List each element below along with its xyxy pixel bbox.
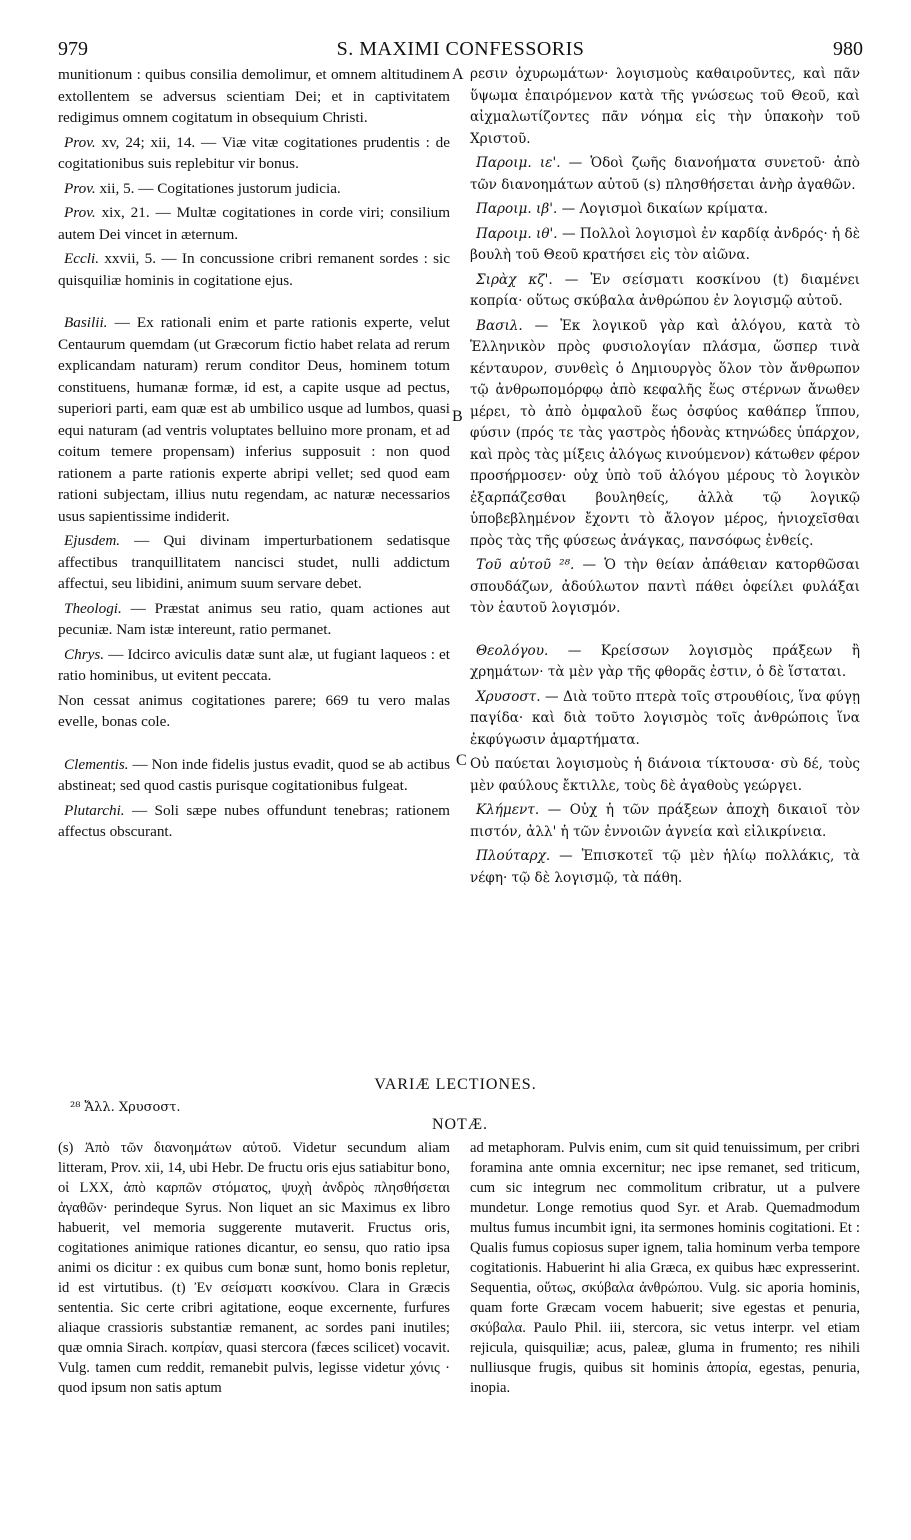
greek-paragraph: [470, 270, 860, 313]
running-title: S. MAXIMI CONFESSORIS: [336, 38, 585, 60]
latin-text: — Ex rationali enim et parte rationis experte, velut Centaurum quemdam (ut Græcorum fictio habet relata ad rerum explicandam naturam) rerum conditor Deus, hominem totum constituens, humanæ formæ, id est, a capite usque ad pectus, superiori parti, eam quæ est ab umbilico usque ad lumbos, quasi equi naturam (ad ventris voluptates belluino more pronam, et ad coitum temere propensam) inferius supposuit : non quod rationem a parte rationis experte abripi vellet; sed quod eam rationi subjectam, illius nutu regendam, ac naturæ necessarios usus sapientissime indiderit.: [58, 314, 450, 525]
latin-source-label: Prov.: [64, 204, 96, 221]
greek-paragraph: [470, 199, 860, 221]
latin-text: xxvii, 5. — In concussione cribri remanent sordes : sic quisquiliæ hominis in cogitatione ejus.: [58, 250, 451, 289]
greek-column: [470, 64, 860, 892]
latin-paragraph: [58, 64, 450, 129]
greek-paragraph: [470, 846, 860, 889]
latin-paragraph: [58, 312, 450, 527]
latin-source-label: Basilii.: [64, 314, 108, 331]
margin-marker-a: A: [452, 66, 464, 83]
greek-paragraph: [470, 555, 860, 620]
variae-lectiones-heading: VARIÆ LECTIONES.: [374, 1076, 537, 1093]
greek-text: ρεσιν ὀχυρωμάτων· λογισμοὺς καθαιροῦντες, καὶ πᾶν ὕψωμα ἐπαιρόμενον κατὰ τῆς γνώσεως τοῦ Θεοῦ, καὶ αἰχμαλωτίζοντες πᾶν νόημα εἰς τὴν ὑπακοὴν τοῦ Χριστοῦ.: [470, 66, 860, 147]
greek-text: — Ἐκ λογικοῦ γὰρ καὶ ἀλόγου, κατὰ τὸ Ἑλληνικὸν πρὸς φυσιολογίαν πλάσμα, ὥσπερ τινὰ κένταυρον, συνθεὶς ὁ Δημιουργὸς ὅλον τὸν ἄνθρωπον τῷ ἀνθρωπομόρφῳ ἀπὸ κεφαλῆς ἕως στέρνων ἄνωθεν μέρει, τὸ ἀπὸ ὀμφαλοῦ ἕως ὀσφύος καθάπερ ἵππου, φύσιν (πρός τε τὰς γαστρὸς ἡδονὰς κτηνώδες ὑπάρχον, καὶ πρὸς τὰς μίξεις ἀλόγως κινούμενον) κάτωθεν φέρον προσήρμοσεν· οὐχ ὑπὸ τοῦ ἀλόγου μέρους τὸ λογικὸν ἐξαρπάζεσθαι βουληθείς, ἀλλὰ τῷ λογικῷ ὑποβεβλημένον ἔχοντι τὸ ἄλογον μέρος, ἡνιοχεῖσθαι πρὸς τὰς τῆς φύσεως ἀνάγκας, πανσόφως ἐνθείς.: [470, 317, 861, 549]
latin-source-label: Ejusdem.: [64, 532, 121, 549]
greek-source-label: Σιρὰχ κζ'.: [476, 271, 553, 288]
greek-paragraph: [470, 641, 860, 684]
page-header: [58, 36, 863, 62]
greek-source-label: Θεολόγου.: [476, 642, 549, 659]
latin-source-label: Clementis.: [64, 755, 129, 773]
latin-text: — Qui divinam imperturbationem sedatisque affectibus tranquillitatem nancisci studet, nulli addictum affectui, seu libidini, animum suum servare debet.: [58, 532, 450, 592]
latin-source-label: Theologi.: [64, 599, 122, 617]
notes-column-right: [470, 1138, 860, 1398]
greek-text: Οὐ παύεται λογισμοὺς ἡ διάνοια τίκτουσα· σὺ δέ, τοὺς μὲν φαύλους ἔκτιλλε, τοὺς δὲ ἀγαθοὺς γεώργει.: [470, 756, 860, 794]
greek-source-label: Χρυσοστ.: [476, 688, 541, 705]
notae-heading: NOTÆ.: [431, 1116, 489, 1133]
latin-spacer: [58, 294, 450, 312]
page-number-right: 980: [833, 38, 863, 60]
latin-text: xv, 24; xii, 14. — Viæ vitæ cogitationes prudentis : de cogitationibus suis replebitur vir bonus.: [58, 133, 450, 172]
latin-spacer: [58, 736, 450, 754]
greek-paragraph: [470, 316, 860, 553]
latin-text: Non cessat animus cogitationes parere; 669 tu vero malas evelle, bonas cole.: [58, 691, 450, 730]
greek-source-label: Πλούταρχ.: [476, 848, 551, 864]
greek-text: — Λογισμοὶ δικαίων κρίματα.: [561, 201, 768, 217]
notes-column-left: [58, 1138, 450, 1398]
latin-paragraph: [58, 598, 450, 641]
latin-text: — Soli sæpe nubes offundunt tenebras; rationem affectus obscurant.: [58, 801, 450, 840]
latin-text: — Idcirco aviculis datæ sunt alæ, ut fugiant laqueos : et ratio hominibus, ut evitent peccata.: [58, 645, 450, 684]
latin-paragraph: [58, 132, 450, 175]
latin-source-label: Prov.: [64, 179, 96, 197]
greek-paragraph: [470, 754, 860, 797]
latin-paragraph: [58, 178, 450, 200]
latin-column: [58, 64, 450, 846]
greek-paragraph: [470, 687, 860, 752]
greek-text: — Ὁ τὴν θείαν ἀπάθειαν κατορθῶσαι σπουδάζων, ἀδούλωτον παντὶ πάθει ὀφείλει φυλάξαι τὸν ἑαυτοῦ λογισμόν.: [470, 557, 860, 616]
latin-text: — Præstat animus seu ratio, quam actiones aut pecuniæ. Nam istæ intereunt, ratio permanet.: [58, 599, 450, 638]
greek-paragraph: [470, 800, 860, 843]
latin-source-label: Prov.: [64, 133, 96, 151]
greek-source-label: Παροιμ. ιβ'.: [476, 201, 558, 217]
latin-text: xii, 5. — Cogitationes justorum judicia.: [99, 179, 341, 197]
greek-text: — Πολλοὶ λογισμοὶ ἐν καρδίᾳ ἀνδρός· ἡ δὲ βουλὴ τοῦ Θεοῦ κρατήσει εἰς τὸν αἰῶνα.: [470, 225, 860, 263]
greek-text: — Οὐχ ἡ τῶν πράξεων ἀποχὴ δικαιοῖ τὸν πιστόν, ἀλλ' ἡ τῶν ἐννοιῶν ἁγνεία καὶ εἰλικρίνεια.: [470, 802, 860, 840]
latin-source-label: Plutarchi.: [64, 801, 125, 819]
greek-paragraph: [470, 64, 860, 150]
notes-text-left: (s) Ἀπὸ τῶν διανοημάτων αὐτοῦ. Videtur secundum aliam litteram, Prov. xii, 14, ubi Hebr. De fructu oris ejus satiabitur bono, οἱ LXX, ἀπὸ καρπῶν στόματος, ψυχὴ ἀνδρὸς πλησθήσεται ἀγαθῶν· perindeque Syrus. Non liquet an sic Maximus ex libro habuerit, vel memoria suggerente mutaverit. Fructus oris, cogitationes animique rationes dicantur, eo sensu, quo ratio ipsa animi os dicitur : ex quibus cum bonæ sunt, homo bonis repletur, id est virtutibus. (t) Ἐν σείσματι κοσκίνου. Clara in Græcis sententia. Sic certe cribri agitatione, eoque excernente, furfures aliaque crassioris substantiæ remanent, ac sordes pani inutiles; quæ omnia Sirach. κοπρίαν, quasi stercora (fæces scilicet) vocavit. Vulg. tamen cum reddit, remanebit pulvis, legisse videtur χόνις · quod ipsum non satis aptum: [58, 1140, 450, 1396]
greek-source-label: Βασιλ.: [476, 317, 523, 334]
latin-source-label: Eccli.: [64, 250, 99, 267]
latin-text: xix, 21. — Multæ cogitationes in corde viri; consilium autem Dei vincet in æternum.: [58, 204, 451, 243]
greek-source-label: Παροιμ. ιθ'.: [476, 225, 558, 242]
latin-paragraph: [58, 644, 450, 687]
latin-paragraph: [58, 202, 450, 245]
page-number-left: 979: [58, 38, 88, 60]
notes-text-right: ad metaphoram. Pulvis enim, cum sit quid tenuissimum, per cribri foramina ante omnia excernitur; nec ipse remanet, sed triticum, cum sic integrum nec commolitum cribratur, ut a pulvere mundetur. Longe remotius quod Syr. et Arab. Quemadmodum multus fumus incumbit igni, ita sermones hominis cogitationi. Et : Qualis fumus copiosus super ignem, talia hominum verba tempore cogitationis. Habuerint hi alia Græca, ex quibus hæc expresserint. Sequentia, οὕτως, σκύβαλα ἀνθρώπου. Vulg. sic aporia hominis, quam forte Græcam vocem habuerit; sive egestas et penuria, σκύβαλα. Paulo Phil. iii, stercora, sic vetus interpr. vel etiam rejicula, quisquiliæ; acus, paleæ, gluma in frumento; res nihili nulliusque frugis, quibus sit hominis ἀπορία, egestas, penuria, inopia.: [470, 1140, 860, 1396]
margin-marker-b: B: [452, 408, 463, 425]
latin-text: — Non inde fidelis justus evadit, quod se ab actibus abstineat; sed quod castis purisque cogitationibus fulgeat.: [58, 755, 451, 794]
latin-paragraph: [58, 754, 450, 797]
variae-lectiones-entry: ²⁸ Ἄλλ. Χρυσοστ.: [70, 1100, 181, 1115]
margin-marker-c: C: [456, 752, 467, 769]
greek-text: — Ἐπισκοτεῖ τῷ μὲν ἡλίῳ πολλάκις, τὰ νέφη· τῷ δὲ λογισμῷ, τὰ πάθη.: [470, 848, 860, 886]
latin-paragraph: [58, 530, 450, 595]
greek-spacer: [470, 623, 860, 641]
latin-paragraph: [58, 690, 450, 733]
greek-source-label: Τοῦ αὐτοῦ ²⁸.: [476, 557, 575, 573]
greek-paragraph: [470, 153, 860, 196]
latin-paragraph: [58, 800, 450, 843]
latin-source-label: Chrys.: [64, 645, 105, 663]
greek-text: — Ἐν σείσματι κοσκίνου (t) διαμένει κοπρία· οὕτως σκύβαλα ἀνθρώπου ἐν λογισμῷ αὐτοῦ.: [470, 271, 860, 309]
greek-text: — Ὁδοὶ ζωῆς διανοήματα συνετοῦ· ἀπὸ τῶν διανοημάτων αὐτοῦ (s) πλησθήσεται ἀνὴρ ἀγαθῶν.: [470, 155, 860, 193]
latin-paragraph: [58, 248, 450, 291]
greek-source-label: Κλήμεντ.: [476, 802, 540, 818]
greek-source-label: Παροιμ. ιε'.: [476, 155, 561, 171]
greek-text: — Διὰ τοῦτο πτερὰ τοῖς στρουθίοις, ἵνα φύγῃ παγίδα· καὶ διὰ τοῦτο λογισμὸς τοῖς ἀνθρώποις ἵνα ἐκφύγωσιν ἁμαρτήματα.: [470, 688, 861, 748]
greek-paragraph: [470, 224, 860, 267]
greek-text: — Κρείσσων λογισμὸς πράξεων ἢ χρημάτων· τὰ μὲν γὰρ τῆς φθορᾶς ἐστιν, ὁ δὲ ἵσταται.: [470, 642, 860, 680]
latin-text: munitionum : quibus consilia demolimur, et omnem altitudinem extollentem se adversus scientiam Dei; et in captivitatem redigimus omnem cogitatum in obsequium Christi.: [58, 66, 450, 126]
